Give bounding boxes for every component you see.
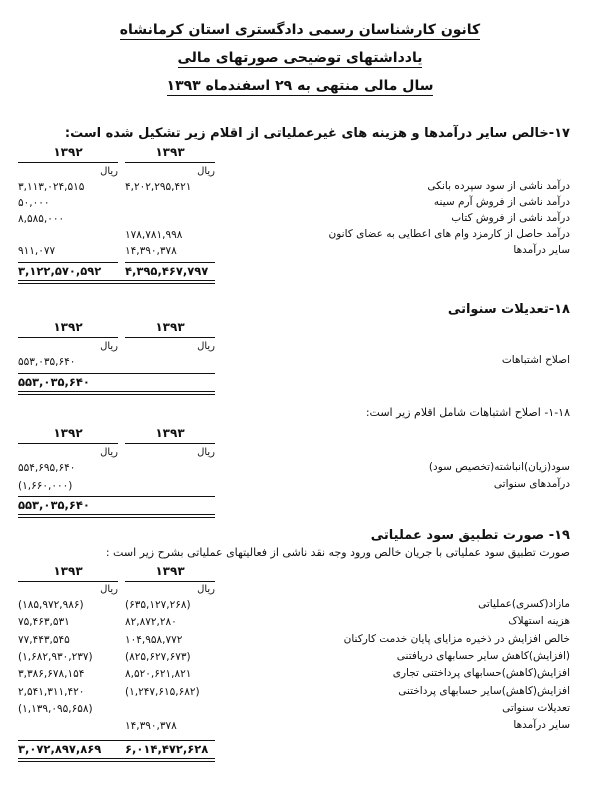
- s17-unit-cur: ریال: [197, 166, 215, 177]
- org-title: کانون کارشناسان رسمی دادگستری استان کرمانشاه: [119, 22, 481, 38]
- s19-unit-prev: ریال: [100, 584, 118, 595]
- s17-unit-prev: ریال: [100, 166, 118, 177]
- table-row-prev: ۳,۱۱۳,۰۲۴,۵۱۵: [18, 181, 85, 193]
- divider: [125, 581, 215, 582]
- divider: [18, 262, 118, 263]
- table-row-label: سایر درآمدها: [513, 719, 570, 732]
- s18-1-year-prev: ۱۳۹۲: [53, 426, 83, 440]
- divider: [125, 162, 215, 163]
- table-row-prev: ۹۱۱,۰۷۷: [18, 245, 56, 257]
- divider: [18, 373, 215, 374]
- s19-unit-cur: ریال: [197, 584, 215, 595]
- table-row-label: درآمد ناشی از فروش کتاب: [451, 212, 570, 224]
- s18-unit-prev: ریال: [100, 341, 118, 352]
- period-title: سال مالی منتهی به ۲۹ اسفندماه ۱۳۹۳: [166, 78, 434, 94]
- section-19-subtitle: صورت تطبیق سود عملیاتی با جریان خالص ورود وجه نقد ناشی از فعالیتهای عملیاتی بشرح زیر است :: [105, 546, 570, 559]
- table-row-label: خالص افزایش در ذخیره مزایای پایان خدمت کارکنان: [343, 632, 570, 645]
- s18-1-row-prev: ۵۵۴,۶۹۵,۶۴۰: [18, 462, 76, 474]
- divider: [18, 496, 215, 497]
- s18-1-year-cur: ۱۳۹۳: [155, 426, 185, 440]
- s18-label: اصلاح اشتباهات: [501, 354, 570, 366]
- table-row-label: افزایش(کاهش)سایر حسابهای پرداختنی: [398, 684, 570, 697]
- table-row-cur: ۴,۲۰۲,۲۹۵,۴۲۱: [125, 181, 192, 193]
- section-19-title: ۱۹- صورت تطبیق سود عملیاتی: [370, 528, 570, 543]
- section-18-1-title: ۱-۱۸- اصلاح اشتباهات شامل اقلام زیر است:: [365, 406, 570, 419]
- s17-year-cur: ۱۳۹۳: [155, 145, 185, 159]
- table-row-cur: ۸۲,۸۷۲,۲۸۰: [125, 616, 177, 629]
- divider: [18, 740, 215, 741]
- table-row-prev: ۸,۵۸۵,۰۰۰: [18, 213, 65, 225]
- table-row-prev: ۵۰,۰۰۰: [18, 197, 50, 209]
- table-row-label: درآمد ناشی از فروش آرم سینه: [433, 196, 570, 208]
- divider: [18, 337, 118, 338]
- divider: [125, 337, 215, 338]
- table-row-cur: ۱۴,۳۹۰,۳۷۸: [125, 245, 177, 257]
- s19-year-cur: ۱۳۹۳: [155, 564, 185, 578]
- s17-year-prev: ۱۳۹۲: [53, 145, 83, 159]
- s18-prev: ۵۵۳,۰۳۵,۶۴۰: [18, 356, 76, 368]
- table-row-prev: (۱۸۵,۹۷۲,۹۸۶): [18, 599, 84, 611]
- s17-total-prev: ۳,۱۲۲,۵۷۰,۵۹۲: [18, 264, 102, 278]
- table-row-cur: ۱۴,۳۹۰,۳۷۸: [125, 720, 177, 733]
- divider: [18, 443, 118, 444]
- double-rule: [18, 280, 215, 284]
- s17-total-cur: ۴,۳۹۵,۴۶۷,۷۹۷: [125, 264, 209, 278]
- s18-year-cur: ۱۳۹۳: [155, 320, 185, 334]
- table-row-cur: (۱,۲۴۷,۶۱۵,۶۸۲): [125, 685, 200, 698]
- notes-title: یادداشتهای توضیحی صورتهای مالی: [177, 50, 423, 66]
- s19-total-prev: ۳,۰۷۲,۸۹۷,۸۶۹: [18, 742, 102, 756]
- s19-year-prev: ۱۳۹۳: [53, 564, 83, 578]
- table-row-label: تعدیلات سنواتی: [502, 701, 570, 714]
- s18-total-prev: ۵۵۳,۰۳۵,۶۴۰: [18, 375, 90, 389]
- table-row-cur: ۱۰۴,۹۵۸,۷۷۲: [125, 633, 183, 646]
- table-row-label: سایر درآمدها: [513, 244, 570, 256]
- table-row-prev: ۷۵,۴۶۳,۵۳۱: [18, 616, 70, 629]
- s18-unit-cur: ریال: [197, 341, 215, 352]
- divider: [18, 581, 118, 582]
- table-row-label: مازاد(کسری)عملیاتی: [478, 598, 570, 610]
- table-row-prev: ۷۷,۴۴۳,۵۴۵: [18, 633, 70, 646]
- table-row-prev: (۱,۱۳۹,۰۹۵,۶۵۸): [18, 702, 93, 715]
- table-row-cur: (۶۳۵,۱۲۷,۲۶۸): [125, 599, 191, 611]
- table-row-label: هزینه استهلاک: [508, 615, 570, 628]
- table-row-cur: ۱۷۸,۷۸۱,۹۹۸: [125, 229, 183, 241]
- s19-total-cur: ۶,۰۱۴,۴۷۲,۶۲۸: [125, 742, 209, 756]
- double-rule: [18, 758, 215, 762]
- s18-1-row-label: سود(زیان)انباشته(تخصیص سود): [428, 461, 570, 473]
- s18-1-row-label: درآمدهای سنواتی: [493, 478, 570, 490]
- s18-1-total-prev: ۵۵۳,۰۳۵,۶۴۰: [18, 498, 90, 512]
- table-row-prev: ۳,۳۸۶,۶۷۸,۱۵۴: [18, 668, 85, 681]
- s18-year-prev: ۱۳۹۲: [53, 320, 83, 334]
- double-rule: [18, 514, 215, 518]
- table-row-cur: ۸,۵۲۰,۶۲۱,۸۲۱: [125, 668, 192, 681]
- table-row-label: (افزایش)کاهش سایر حسابهای دریافتنی: [396, 649, 570, 662]
- s18-1-row-prev: (۱,۶۶۰,۰۰۰): [18, 480, 73, 492]
- table-row-cur: (۸۲۵,۶۲۷,۶۷۳): [125, 650, 191, 663]
- table-row-prev: (۱,۶۸۲,۹۳۰,۲۳۷): [18, 650, 93, 663]
- s18-1-unit-cur: ریال: [197, 447, 215, 458]
- s18-1-unit-prev: ریال: [100, 447, 118, 458]
- table-row-label: درآمد حاصل از کارمزد وام های اعطایی به عضای کانون: [328, 228, 570, 240]
- table-row-label: افزایش(کاهش)حسابهای پرداختنی تجاری: [392, 667, 570, 680]
- double-rule: [18, 391, 215, 395]
- section-18-title: ۱۸-تعدیلات سنواتی: [447, 302, 570, 317]
- divider: [18, 162, 118, 163]
- section-17-title: ۱۷-خالص سایر درآمدها و هزینه های غیرعملیاتی از اقلام زیر تشکیل شده است:: [64, 126, 570, 141]
- table-row-prev: ۲,۵۴۱,۳۱۱,۴۲۰: [18, 685, 85, 698]
- divider: [125, 262, 215, 263]
- divider: [125, 443, 215, 444]
- table-row-label: درآمد ناشی از سود سپرده بانکی: [427, 180, 570, 192]
